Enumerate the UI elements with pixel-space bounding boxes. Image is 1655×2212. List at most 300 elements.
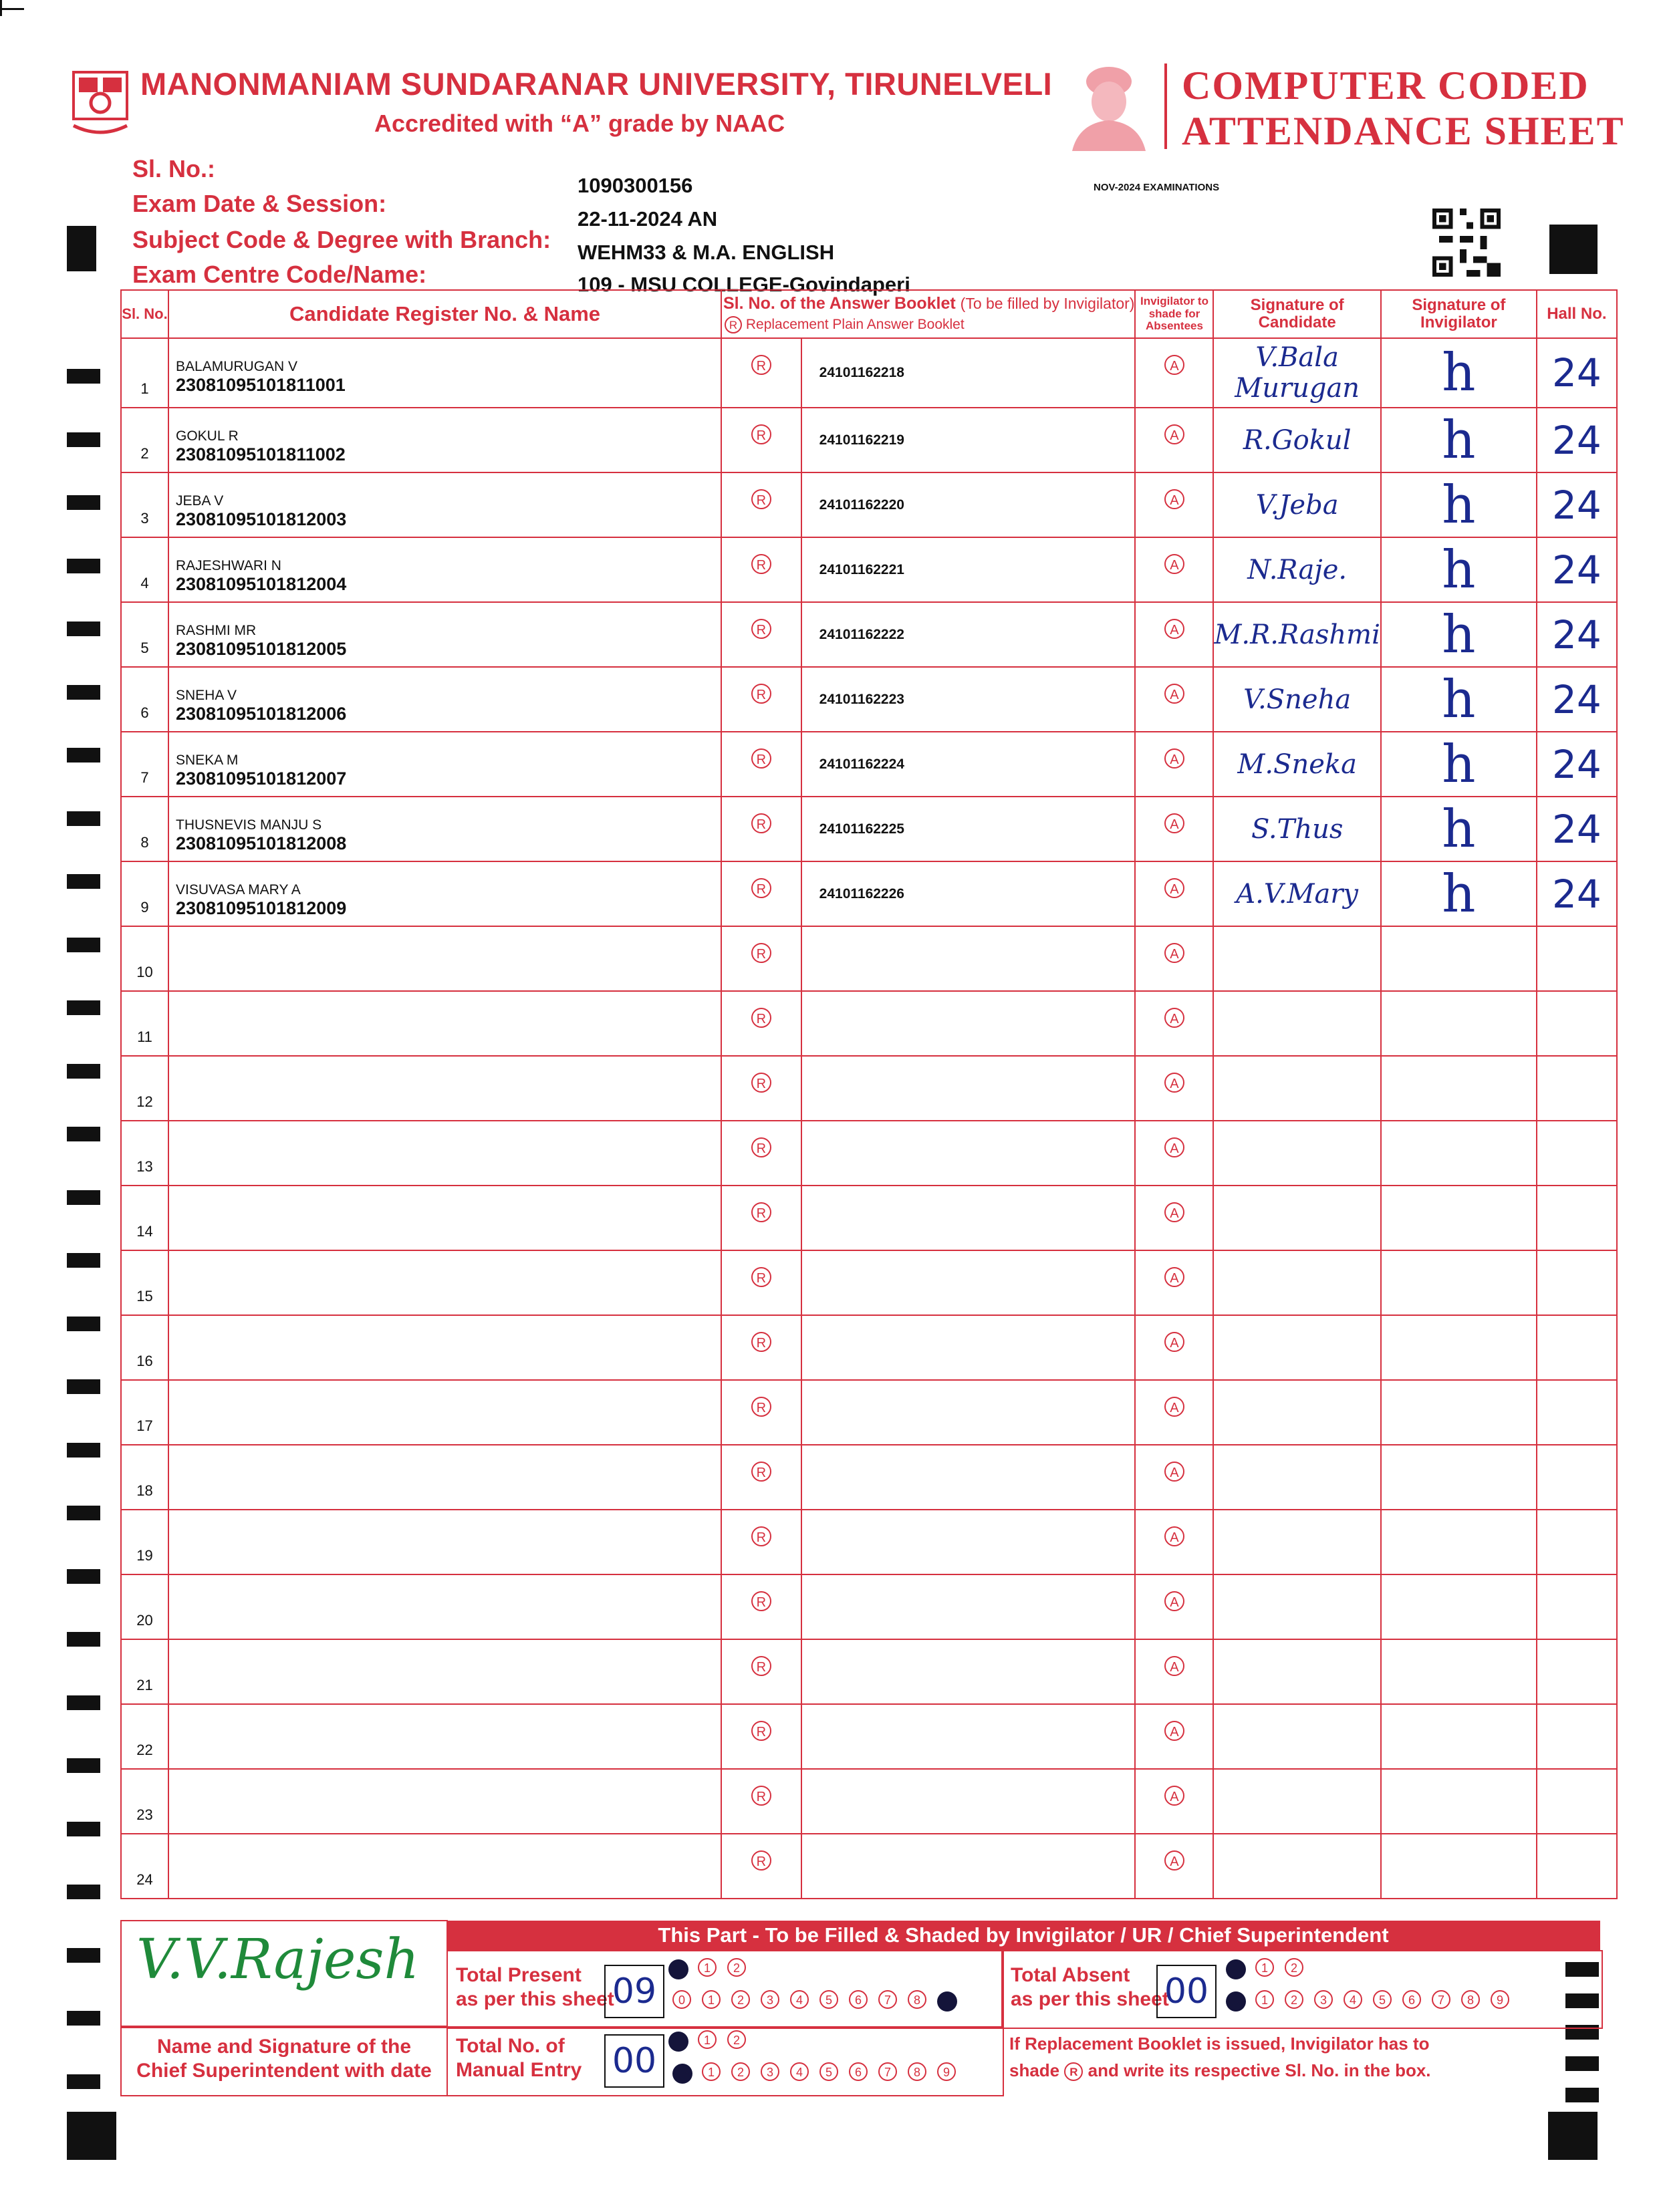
row-slno: 10 bbox=[121, 926, 168, 991]
booklet-number[interactable] bbox=[801, 1574, 1136, 1639]
candidate-signature: S.Thus bbox=[1213, 797, 1380, 861]
col-absent-header: Invigilator to shade for Absentees bbox=[1135, 290, 1213, 338]
replacement-bubble[interactable]: R bbox=[751, 489, 771, 509]
absent-bubble[interactable]: A bbox=[1164, 1721, 1184, 1741]
digit-bubble[interactable]: 4 bbox=[790, 1990, 809, 2009]
hall-number bbox=[1537, 1769, 1617, 1834]
table-row bbox=[121, 1639, 1617, 1704]
absent-bubble-cell[interactable] bbox=[1135, 732, 1213, 797]
absent-bubble[interactable]: A bbox=[1164, 619, 1184, 639]
absent-bubble-cell[interactable] bbox=[1135, 338, 1213, 408]
hall-number: 24 bbox=[1537, 408, 1617, 472]
replacement-bubble[interactable]: R bbox=[751, 813, 771, 833]
digit-bubble[interactable]: 2 bbox=[1285, 1958, 1303, 1977]
invigilator-signature bbox=[1381, 1186, 1537, 1250]
replacement-bubble-cell[interactable] bbox=[721, 1380, 801, 1445]
timing-mark bbox=[67, 432, 100, 447]
invigilator-signature bbox=[1381, 1510, 1537, 1574]
digit-bubble[interactable]: 6 bbox=[849, 2062, 868, 2081]
replacement-bubble[interactable]: R bbox=[751, 1656, 771, 1676]
register-number: 23081095101812008 bbox=[176, 833, 347, 853]
booklet-number[interactable] bbox=[801, 1704, 1136, 1769]
absent-bubble-cell[interactable] bbox=[1135, 602, 1213, 667]
digit-bubble[interactable]: 7 bbox=[1432, 1990, 1450, 2009]
subject-value: WEHM33 & M.A. ENGLISH bbox=[578, 241, 835, 264]
booklet-number[interactable] bbox=[801, 991, 1136, 1056]
table-row bbox=[121, 1834, 1617, 1899]
corner-mark bbox=[0, 0, 2, 16]
replacement-bubble[interactable]: R bbox=[751, 878, 771, 898]
booklet-number[interactable]: 24101162225 bbox=[801, 797, 1136, 861]
absent-bubble-cell[interactable] bbox=[1135, 797, 1213, 861]
booklet-number[interactable]: 24101162223 bbox=[801, 667, 1136, 732]
manual-entry-label: Total No. of bbox=[456, 2035, 565, 2057]
replacement-instruction-shade: shade bbox=[1009, 2060, 1060, 2080]
candidate-signature: V.Jeba bbox=[1213, 472, 1380, 537]
replacement-bubble-cell[interactable] bbox=[721, 1510, 801, 1574]
booklet-number[interactable] bbox=[801, 1186, 1136, 1250]
candidate-signature bbox=[1213, 1056, 1380, 1121]
present-units-row[interactable] bbox=[672, 1990, 967, 2012]
absent-bubble[interactable]: A bbox=[1164, 1008, 1184, 1028]
replacement-bubble-cell[interactable] bbox=[721, 1445, 801, 1510]
shaded-bubble[interactable] bbox=[1226, 1959, 1246, 1979]
booklet-number[interactable]: 24101162222 bbox=[801, 602, 1136, 667]
absent-bubble-cell[interactable] bbox=[1135, 1574, 1213, 1639]
total-present-value[interactable]: 09 bbox=[604, 1965, 664, 2018]
absent-bubble[interactable]: A bbox=[1164, 1462, 1184, 1482]
absent-bubble[interactable]: A bbox=[1164, 813, 1184, 833]
replacement-instruction-line-1: If Replacement Booklet is issued, Invigilator has to bbox=[1009, 2034, 1430, 2054]
table-row bbox=[121, 338, 1617, 408]
replacement-bubble[interactable]: R bbox=[751, 1397, 771, 1417]
absent-bubble-cell[interactable] bbox=[1135, 926, 1213, 991]
row-slno: 2 bbox=[121, 408, 168, 472]
absent-bubble[interactable]: A bbox=[1164, 1526, 1184, 1546]
replacement-bubble[interactable]: R bbox=[751, 554, 771, 574]
table-row bbox=[121, 667, 1617, 732]
absent-bubble-cell[interactable] bbox=[1135, 1121, 1213, 1186]
digit-bubble[interactable]: 3 bbox=[761, 1990, 779, 2009]
invigilator-signature bbox=[1381, 1574, 1537, 1639]
row-slno: 22 bbox=[121, 1704, 168, 1769]
qr-code-icon bbox=[1432, 209, 1501, 277]
replacement-bubble[interactable]: R bbox=[751, 943, 771, 963]
digit-bubble[interactable]: 6 bbox=[1402, 1990, 1421, 2009]
timing-mark bbox=[67, 1885, 100, 1899]
candidate-signature bbox=[1213, 1834, 1380, 1899]
invigilator-signature bbox=[1381, 926, 1537, 991]
timing-mark bbox=[67, 1822, 100, 1836]
timing-mark bbox=[67, 1506, 100, 1520]
candidate-cell bbox=[168, 338, 721, 408]
hall-number bbox=[1537, 1574, 1617, 1639]
booklet-number[interactable] bbox=[801, 1315, 1136, 1380]
absent-bubble[interactable]: A bbox=[1164, 1137, 1184, 1157]
replacement-bubble[interactable]: R bbox=[751, 1202, 771, 1222]
hall-number bbox=[1537, 1056, 1617, 1121]
absent-bubble-cell[interactable] bbox=[1135, 1056, 1213, 1121]
invigilator-signature bbox=[1381, 1315, 1537, 1380]
row-slno: 24 bbox=[121, 1834, 168, 1899]
candidate-cell bbox=[168, 537, 721, 602]
hall-number bbox=[1537, 1121, 1617, 1186]
replacement-bubble[interactable]: R bbox=[751, 1462, 771, 1482]
candidate-name: RASHMI MR bbox=[176, 623, 257, 638]
candidate-cell bbox=[168, 408, 721, 472]
founder-portrait bbox=[1065, 61, 1152, 151]
absent-bubble[interactable]: A bbox=[1164, 1073, 1184, 1093]
candidate-name: JEBA V bbox=[176, 493, 224, 509]
booklet-number[interactable]: 24101162226 bbox=[801, 861, 1136, 926]
register-number: 23081095101811002 bbox=[176, 444, 346, 464]
present-tens-row[interactable] bbox=[668, 1958, 757, 1979]
manual-tens-row[interactable] bbox=[668, 2030, 757, 2052]
row-slno: 1 bbox=[121, 338, 168, 408]
candidate-cell bbox=[168, 1510, 721, 1574]
booklet-number[interactable]: 24101162221 bbox=[801, 537, 1136, 602]
timing-mark bbox=[67, 1000, 100, 1015]
table-row bbox=[121, 926, 1617, 991]
shaded-bubble[interactable] bbox=[672, 2064, 692, 2084]
candidate-cell bbox=[168, 797, 721, 861]
candidate-cell bbox=[168, 991, 721, 1056]
absent-bubble[interactable]: A bbox=[1164, 1656, 1184, 1676]
digit-bubble[interactable]: 1 bbox=[702, 2062, 721, 2081]
timing-mark bbox=[67, 621, 100, 636]
absent-bubble[interactable]: A bbox=[1164, 878, 1184, 898]
absent-bubble-cell[interactable] bbox=[1135, 1704, 1213, 1769]
absent-bubble-cell[interactable] bbox=[1135, 537, 1213, 602]
replacement-bubble[interactable]: R bbox=[751, 1591, 771, 1611]
replacement-bubble-cell[interactable] bbox=[721, 991, 801, 1056]
header-divider bbox=[1164, 63, 1167, 149]
booklet-number[interactable] bbox=[801, 926, 1136, 991]
digit-bubble[interactable]: 4 bbox=[790, 2062, 809, 2081]
absent-bubble-cell[interactable] bbox=[1135, 1639, 1213, 1704]
col-candidate-signature-header: Signature of Candidate bbox=[1213, 290, 1380, 338]
table-row bbox=[121, 472, 1617, 537]
booklet-number[interactable] bbox=[801, 1769, 1136, 1834]
digit-bubble[interactable]: 8 bbox=[1461, 1990, 1480, 2009]
total-absent-label: Total Absent bbox=[1011, 1964, 1130, 1986]
total-absent-value[interactable]: 00 bbox=[1156, 1965, 1217, 2018]
row-slno: 20 bbox=[121, 1574, 168, 1639]
replacement-bubble-cell[interactable] bbox=[721, 338, 801, 408]
register-number: 23081095101811001 bbox=[176, 375, 346, 395]
digit-bubble[interactable]: 2 bbox=[731, 2062, 750, 2081]
accreditation: Accredited with “A” grade by NAAC bbox=[374, 110, 785, 137]
digit-bubble[interactable]: 9 bbox=[937, 2062, 956, 2081]
absent-bubble-cell[interactable] bbox=[1135, 1769, 1213, 1834]
manual-units-row[interactable] bbox=[672, 2062, 967, 2084]
replacement-bubble[interactable]: R bbox=[751, 355, 771, 375]
booklet-number[interactable] bbox=[801, 1250, 1136, 1315]
invigilator-signature bbox=[1381, 1639, 1537, 1704]
candidate-cell bbox=[168, 1445, 721, 1510]
invigilator-signature: h bbox=[1381, 667, 1537, 732]
hall-number bbox=[1537, 1834, 1617, 1899]
candidate-signature bbox=[1213, 1769, 1380, 1834]
chief-signature: V.V.Rajesh bbox=[136, 1928, 420, 1991]
replacement-symbol-icon: R bbox=[725, 316, 742, 333]
absent-bubble[interactable]: A bbox=[1164, 1591, 1184, 1611]
hall-number: 24 bbox=[1537, 667, 1617, 732]
booklet-number[interactable] bbox=[801, 1445, 1136, 1510]
table-row bbox=[121, 1704, 1617, 1769]
candidate-signature bbox=[1213, 1121, 1380, 1186]
booklet-number[interactable] bbox=[801, 1380, 1136, 1445]
candidate-name: THUSNEVIS MANJU S bbox=[176, 817, 322, 833]
absent-units-row[interactable] bbox=[1226, 1990, 1520, 2012]
university-name: MANONMANIAM SUNDARANAR UNIVERSITY, TIRUNELVELI bbox=[140, 66, 1053, 102]
replacement-bubble[interactable]: R bbox=[751, 748, 771, 769]
shaded-bubble[interactable] bbox=[937, 1991, 957, 2012]
sheet-title-line-2: ATTENDANCE SHEET bbox=[1182, 109, 1625, 153]
absent-bubble[interactable]: A bbox=[1164, 489, 1184, 509]
candidate-cell bbox=[168, 1574, 721, 1639]
candidate-cell bbox=[168, 1250, 721, 1315]
candidate-signature bbox=[1213, 1250, 1380, 1315]
replacement-bubble-cell[interactable] bbox=[721, 1574, 801, 1639]
replacement-bubble[interactable]: R bbox=[751, 1526, 771, 1546]
digit-bubble[interactable]: 6 bbox=[849, 1990, 868, 2009]
digit-bubble[interactable]: 1 bbox=[698, 1958, 717, 1977]
replacement-instruction-line-2: and write its respective Sl. No. in the box. bbox=[1088, 2060, 1431, 2080]
row-slno: 21 bbox=[121, 1639, 168, 1704]
replacement-bubble-cell[interactable] bbox=[721, 408, 801, 472]
absent-bubble[interactable]: A bbox=[1164, 1202, 1184, 1222]
registration-mark bbox=[67, 226, 96, 271]
table-row bbox=[121, 408, 1617, 472]
hall-number bbox=[1537, 991, 1617, 1056]
col-hall-header: Hall No. bbox=[1537, 290, 1617, 338]
digit-bubble[interactable]: 9 bbox=[1491, 1990, 1509, 2009]
booklet-number[interactable]: 24101162220 bbox=[801, 472, 1136, 537]
total-present-box bbox=[447, 1950, 1004, 2029]
invigilator-signature: h bbox=[1381, 797, 1537, 861]
timing-mark bbox=[67, 1758, 100, 1773]
replacement-bubble[interactable]: R bbox=[751, 1332, 771, 1352]
replacement-bubble-cell[interactable] bbox=[721, 1834, 801, 1899]
invigilator-signature: h bbox=[1381, 338, 1537, 408]
absent-bubble-cell[interactable] bbox=[1135, 1834, 1213, 1899]
replacement-bubble[interactable]: R bbox=[751, 1008, 771, 1028]
absent-bubble[interactable]: A bbox=[1164, 424, 1184, 444]
digit-bubble[interactable]: 7 bbox=[878, 2062, 897, 2081]
absent-bubble-cell[interactable] bbox=[1135, 861, 1213, 926]
timing-mark bbox=[67, 1443, 100, 1458]
absent-bubble[interactable]: A bbox=[1164, 1850, 1184, 1871]
replacement-bubble-cell[interactable] bbox=[721, 732, 801, 797]
total-present-label: Total Present bbox=[456, 1964, 582, 1986]
timing-mark bbox=[67, 685, 100, 700]
absent-bubble[interactable]: A bbox=[1164, 1332, 1184, 1352]
shaded-bubble[interactable] bbox=[668, 1959, 688, 1979]
absent-bubble-cell[interactable] bbox=[1135, 472, 1213, 537]
total-absent-box bbox=[1001, 1950, 1603, 2029]
table-row bbox=[121, 1380, 1617, 1445]
replacement-bubble[interactable]: R bbox=[751, 1073, 771, 1093]
timing-mark bbox=[67, 1569, 100, 1584]
absent-tens-row[interactable] bbox=[1226, 1958, 1314, 1979]
hall-number bbox=[1537, 926, 1617, 991]
exam-session-tag: NOV-2024 EXAMINATIONS bbox=[1094, 182, 1220, 193]
digit-bubble[interactable]: 0 bbox=[672, 1990, 691, 2009]
replacement-bubble[interactable]: R bbox=[751, 1137, 771, 1157]
absent-bubble[interactable]: A bbox=[1164, 554, 1184, 574]
booklet-number[interactable] bbox=[801, 1834, 1136, 1899]
total-present-sublabel: as per this sheet bbox=[456, 1988, 614, 2010]
digit-bubble[interactable]: 8 bbox=[908, 1990, 926, 2009]
shaded-bubble[interactable] bbox=[1226, 1991, 1246, 2012]
replacement-bubble-cell[interactable] bbox=[721, 667, 801, 732]
registration-mark bbox=[1548, 2112, 1598, 2160]
booklet-number[interactable] bbox=[801, 1510, 1136, 1574]
replacement-bubble-cell[interactable] bbox=[721, 1186, 801, 1250]
manual-entry-sublabel: Manual Entry bbox=[456, 2059, 582, 2081]
digit-bubble[interactable]: 1 bbox=[702, 1990, 721, 2009]
invigilator-signature bbox=[1381, 1445, 1537, 1510]
shaded-bubble[interactable] bbox=[668, 2032, 688, 2052]
candidate-signature: M.R.Rashmi bbox=[1213, 602, 1380, 667]
row-slno: 23 bbox=[121, 1769, 168, 1834]
replacement-bubble[interactable]: R bbox=[751, 1850, 771, 1871]
digit-bubble[interactable]: 8 bbox=[908, 2062, 926, 2081]
row-slno: 6 bbox=[121, 667, 168, 732]
row-slno: 16 bbox=[121, 1315, 168, 1380]
hall-number bbox=[1537, 1639, 1617, 1704]
booklet-number[interactable]: 24101162218 bbox=[801, 338, 1136, 408]
invigilator-signature: h bbox=[1381, 861, 1537, 926]
absent-bubble-cell[interactable] bbox=[1135, 1510, 1213, 1574]
replacement-bubble-cell[interactable] bbox=[721, 1056, 801, 1121]
replacement-bubble-cell[interactable] bbox=[721, 1315, 801, 1380]
digit-bubble[interactable]: 5 bbox=[1373, 1990, 1392, 2009]
digit-bubble[interactable]: 3 bbox=[1314, 1990, 1333, 2009]
timing-mark bbox=[67, 1317, 100, 1331]
replacement-bubble[interactable]: R bbox=[751, 1721, 771, 1741]
replacement-bubble-cell[interactable] bbox=[721, 861, 801, 926]
digit-bubble[interactable]: 5 bbox=[819, 2062, 838, 2081]
digit-bubble[interactable]: 2 bbox=[731, 1990, 750, 2009]
table-row bbox=[121, 1315, 1617, 1380]
absent-bubble-cell[interactable] bbox=[1135, 1380, 1213, 1445]
absent-bubble-cell[interactable] bbox=[1135, 1445, 1213, 1510]
absent-bubble[interactable]: A bbox=[1164, 1267, 1184, 1287]
absent-bubble[interactable]: A bbox=[1164, 748, 1184, 769]
row-slno: 14 bbox=[121, 1186, 168, 1250]
absent-bubble[interactable]: A bbox=[1164, 943, 1184, 963]
replacement-bubble[interactable]: R bbox=[751, 424, 771, 444]
timing-mark bbox=[67, 874, 100, 889]
digit-bubble[interactable]: 1 bbox=[1255, 1958, 1274, 1977]
invigilator-signature: h bbox=[1381, 472, 1537, 537]
replacement-bubble-cell[interactable] bbox=[721, 1250, 801, 1315]
invigilator-signature: h bbox=[1381, 732, 1537, 797]
booklet-number[interactable] bbox=[801, 1121, 1136, 1186]
absent-bubble[interactable]: A bbox=[1164, 355, 1184, 375]
row-slno: 13 bbox=[121, 1121, 168, 1186]
replacement-bubble[interactable]: R bbox=[751, 1786, 771, 1806]
digit-bubble[interactable]: 7 bbox=[878, 1990, 897, 2009]
replacement-bubble-cell[interactable] bbox=[721, 797, 801, 861]
row-slno: 9 bbox=[121, 861, 168, 926]
digit-bubble[interactable]: 2 bbox=[727, 1958, 746, 1977]
candidate-signature bbox=[1213, 1574, 1380, 1639]
absent-bubble-cell[interactable] bbox=[1135, 991, 1213, 1056]
replacement-bubble-cell[interactable] bbox=[721, 1769, 801, 1834]
table-row bbox=[121, 1574, 1617, 1639]
absent-bubble[interactable]: A bbox=[1164, 1397, 1184, 1417]
candidate-cell bbox=[168, 732, 721, 797]
absent-bubble-cell[interactable] bbox=[1135, 408, 1213, 472]
timing-mark bbox=[67, 1379, 100, 1394]
absent-bubble[interactable]: A bbox=[1164, 684, 1184, 704]
digit-bubble[interactable]: 2 bbox=[727, 2030, 746, 2049]
replacement-bubble-cell[interactable] bbox=[721, 926, 801, 991]
absent-bubble-cell[interactable] bbox=[1135, 1315, 1213, 1380]
row-slno: 4 bbox=[121, 537, 168, 602]
booklet-number[interactable]: 24101162219 bbox=[801, 408, 1136, 472]
digit-bubble[interactable]: 5 bbox=[819, 1990, 838, 2009]
timing-mark bbox=[67, 1695, 100, 1710]
timing-mark bbox=[67, 811, 100, 826]
digit-bubble[interactable]: 4 bbox=[1344, 1990, 1362, 2009]
replacement-bubble-cell[interactable] bbox=[721, 537, 801, 602]
digit-bubble[interactable]: 2 bbox=[1285, 1990, 1303, 2009]
register-number: 23081095101812007 bbox=[176, 769, 347, 789]
absent-bubble[interactable]: A bbox=[1164, 1786, 1184, 1806]
digit-bubble[interactable]: 3 bbox=[761, 2062, 779, 2081]
digit-bubble[interactable]: 1 bbox=[698, 2030, 717, 2049]
candidate-signature bbox=[1213, 1510, 1380, 1574]
digit-bubble[interactable]: 1 bbox=[1255, 1990, 1274, 2009]
booklet-number[interactable] bbox=[801, 1639, 1136, 1704]
absent-bubble-cell[interactable] bbox=[1135, 1250, 1213, 1315]
booklet-number[interactable]: 24101162224 bbox=[801, 732, 1136, 797]
replacement-bubble-cell[interactable] bbox=[721, 1121, 801, 1186]
replacement-bubble[interactable]: R bbox=[751, 684, 771, 704]
candidate-signature: M.Sneka bbox=[1213, 732, 1380, 797]
table-row bbox=[121, 732, 1617, 797]
replacement-bubble-cell[interactable] bbox=[721, 472, 801, 537]
hall-number: 24 bbox=[1537, 472, 1617, 537]
col-slno-header: Sl. No. bbox=[121, 290, 168, 338]
candidate-signature bbox=[1213, 1186, 1380, 1250]
replacement-bubble-cell[interactable] bbox=[721, 1639, 801, 1704]
chief-signature-box bbox=[120, 1920, 448, 2028]
replacement-bubble[interactable]: R bbox=[751, 1267, 771, 1287]
invigilator-signature bbox=[1381, 1769, 1537, 1834]
manual-entry-value[interactable]: 00 bbox=[604, 2034, 664, 2088]
hall-number: 24 bbox=[1537, 602, 1617, 667]
candidate-signature bbox=[1213, 1445, 1380, 1510]
col-candidate-header: Candidate Register No. & Name bbox=[168, 290, 721, 338]
booklet-number[interactable] bbox=[801, 1056, 1136, 1121]
invigilator-signature bbox=[1381, 1704, 1537, 1769]
candidate-cell bbox=[168, 1121, 721, 1186]
absent-bubble-cell[interactable] bbox=[1135, 1186, 1213, 1250]
candidate-name: GOKUL R bbox=[176, 428, 239, 444]
replacement-bubble[interactable]: R bbox=[751, 619, 771, 639]
row-slno: 7 bbox=[121, 732, 168, 797]
replacement-bubble-cell[interactable] bbox=[721, 602, 801, 667]
replacement-symbol-icon: R bbox=[1064, 2062, 1083, 2081]
invigilator-signature: h bbox=[1381, 537, 1537, 602]
absent-bubble-cell[interactable] bbox=[1135, 667, 1213, 732]
replacement-bubble-cell[interactable] bbox=[721, 1704, 801, 1769]
